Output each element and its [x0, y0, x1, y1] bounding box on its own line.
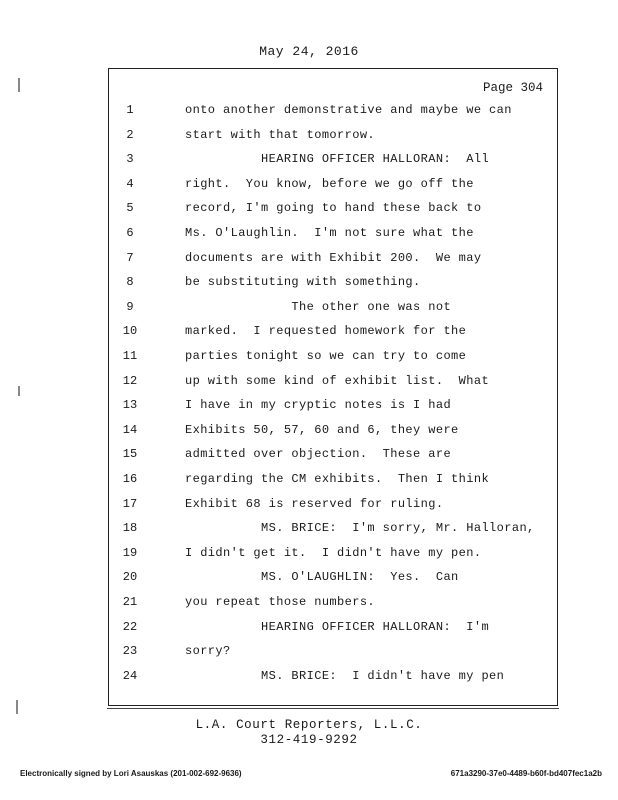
transcript-line [109, 374, 559, 394]
line-text: Exhibits 50, 57, 60 and 6, they were [185, 422, 459, 437]
line-number: 4 [126, 176, 134, 191]
line-text: HEARING OFFICER HALLORAN: I'm [185, 619, 490, 634]
line-number: 16 [122, 472, 138, 486]
line-number: 18 [122, 521, 138, 536]
transcript-line [109, 128, 559, 148]
transcript-line [109, 398, 559, 418]
line-text: be substituting with something. [185, 275, 421, 290]
line-number: 20 [122, 570, 138, 585]
page-number-label: Page 304 [482, 81, 543, 95]
transcript-line [109, 497, 559, 517]
transcript-line [109, 103, 559, 123]
line-number: 1 [126, 103, 134, 117]
line-number: 19 [122, 545, 138, 560]
line-number: 5 [126, 201, 134, 216]
line-text: right. You know, before we go off the [185, 176, 474, 191]
line-text: Exhibit 68 is reserved for ruling. [185, 496, 444, 511]
line-text: documents are with Exhibit 200. We may [185, 250, 482, 265]
transcript-line [109, 447, 559, 467]
line-number: 23 [122, 644, 138, 659]
transcript-line [109, 226, 559, 246]
line-text: HEARING OFFICER HALLORAN: All [185, 152, 490, 167]
transcript-line [109, 152, 559, 172]
transcript-line [109, 251, 559, 271]
transcript-line [109, 300, 559, 320]
transcript-line [109, 275, 559, 295]
scan-margin-mark [16, 700, 18, 714]
line-number: 13 [122, 398, 138, 413]
line-number: 7 [126, 250, 134, 265]
line-number: 17 [122, 496, 138, 511]
transcript-page-frame [108, 68, 558, 706]
line-number: 24 [122, 668, 138, 683]
line-number: 2 [126, 127, 134, 142]
transcript-line [109, 349, 559, 369]
transcript-line [109, 177, 559, 197]
transcript-line [109, 620, 559, 640]
line-text: admitted over objection. These are [185, 447, 452, 462]
line-text: up with some kind of exhibit list. What [185, 373, 490, 388]
line-number: 14 [122, 422, 138, 437]
transcript-line [109, 595, 559, 615]
transcript-line [109, 201, 559, 221]
line-text: The other one was not [185, 299, 452, 314]
transcript-line [109, 472, 559, 492]
transcript-line [109, 669, 559, 689]
transcript-line [109, 570, 559, 590]
line-number: 11 [122, 349, 138, 363]
line-text: marked. I requested homework for the [185, 324, 467, 339]
line-text: start with that tomorrow. [185, 127, 376, 142]
line-text: regarding the CM exhibits. Then I think [185, 472, 490, 486]
line-text: Ms. O'Laughlin. I'm not sure what the [185, 226, 474, 240]
line-number: 9 [126, 299, 134, 314]
transcript-line [109, 644, 559, 664]
line-text: sorry? [185, 644, 231, 659]
line-number: 10 [122, 324, 138, 339]
electronic-signature-note: Electronically signed by Lori Asauskas (201-002-692-9636) [20, 769, 242, 778]
court-reporter-name: L.A. Court Reporters, L.L.C. [195, 718, 423, 732]
document-id: 671a3290-37e0-4489-b60f-bd407fec1a2b [450, 769, 602, 778]
line-text: parties tonight so we can try to come [185, 349, 467, 363]
line-text: MS. BRICE: I'm sorry, Mr. Halloran, [185, 521, 535, 536]
line-text: I didn't get it. I didn't have my pen. [185, 545, 482, 560]
line-number: 6 [126, 226, 134, 240]
transcript-line [109, 546, 559, 566]
line-number: 3 [126, 152, 134, 167]
transcript-line [109, 521, 559, 541]
line-text: record, I'm going to hand these back to [185, 201, 482, 216]
line-text: MS. BRICE: I didn't have my pen [185, 668, 505, 683]
line-text: MS. O'LAUGHLIN: Yes. Can [185, 570, 459, 585]
transcript-date: May 24, 2016 [259, 44, 359, 59]
line-text: I have in my cryptic notes is I had [185, 398, 452, 413]
line-number: 12 [122, 373, 138, 388]
line-number: 15 [122, 447, 138, 462]
line-number: 21 [122, 595, 138, 609]
transcript-line [109, 324, 559, 344]
line-number: 8 [126, 275, 134, 290]
line-number: 22 [122, 619, 138, 634]
transcript-line [109, 423, 559, 443]
line-text: onto another demonstrative and maybe we can [185, 103, 512, 117]
line-text: you repeat those numbers. [185, 595, 376, 609]
scan-margin-mark [18, 78, 20, 92]
court-reporter-phone: 312-419-9292 [260, 733, 358, 747]
scan-margin-mark [18, 386, 20, 396]
